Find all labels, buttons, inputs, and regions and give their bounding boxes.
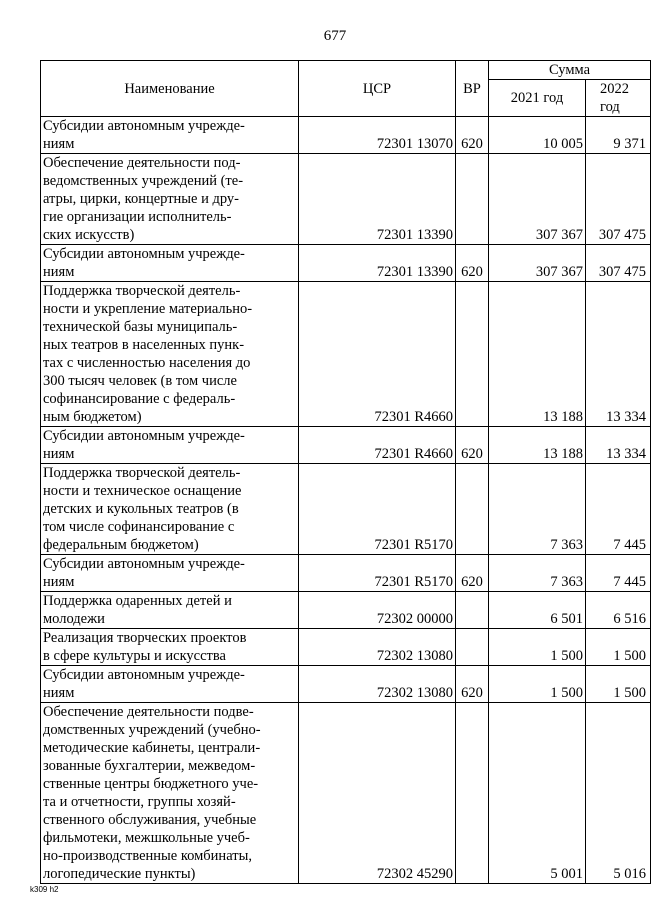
row-name: Обеспечение деятельности под- ведомственных учреждений (те- атры, цирки, концертные и дру- гие организации исполнитель- ских искусств) — [41, 154, 299, 245]
row-name: Обеспечение деятельности подве- домственных учреждений (учебно- методические кабинеты, централи- зованные бухгалтерии, межведом- ственные центры бюджетного уче- та и отчетности, группы хозяй- ственного обслуживания, учебные фильмотеки, межшкольные учеб- но-производственные комбинаты, логопедические пункты) — [41, 703, 299, 884]
row-value-2021: 13 188 — [489, 282, 586, 427]
row-value-2022: 13 334 — [586, 282, 651, 427]
table-header — [41, 61, 651, 117]
row-value-2022: 6 516 — [586, 592, 651, 629]
row-value-2021: 1 500 — [489, 666, 586, 703]
row-vr — [456, 629, 489, 666]
row-vr — [456, 464, 489, 555]
row-value-2022: 307 475 — [586, 245, 651, 282]
row-vr: 620 — [456, 555, 489, 592]
table-row — [41, 282, 651, 427]
row-csr: 72302 13080 — [299, 666, 456, 703]
row-name: Субсидии автономным учрежде- ниям — [41, 666, 299, 703]
row-csr: 72301 13390 — [299, 245, 456, 282]
table-row — [41, 555, 651, 592]
table-row — [41, 703, 651, 884]
table-row — [41, 117, 651, 154]
page-number: 677 — [323, 28, 347, 44]
table-row — [41, 592, 651, 629]
budget-table — [40, 60, 651, 884]
row-value-2021: 13 188 — [489, 427, 586, 464]
row-value-2022: 7 445 — [586, 464, 651, 555]
header-vr: ВР — [456, 61, 489, 117]
row-name: Поддержка творческой деятель- ности и техническое оснащение детских и кукольных театров (в том числе софинансирование с федеральным бюджетом) — [41, 464, 299, 555]
row-value-2021: 5 001 — [489, 703, 586, 884]
row-vr: 620 — [456, 666, 489, 703]
table-row — [41, 629, 651, 666]
row-value-2021: 7 363 — [489, 555, 586, 592]
row-csr: 72302 13080 — [299, 629, 456, 666]
row-value-2022: 5 016 — [586, 703, 651, 884]
row-vr — [456, 154, 489, 245]
row-name: Реализация творческих проектов в сфере культуры и искусства — [41, 629, 299, 666]
row-name: Поддержка творческой деятель- ности и укрепление материально- технической базы муниципаль- ных театров в населенных пунк- тах с численностью населения до 300 тысяч человек (в том числе софинансирование с федераль- ным бюджетом) — [41, 282, 299, 427]
row-name: Субсидии автономным учрежде- ниям — [41, 555, 299, 592]
row-value-2021: 307 367 — [489, 245, 586, 282]
row-name: Субсидии автономным учрежде- ниям — [41, 245, 299, 282]
row-value-2022: 1 500 — [586, 666, 651, 703]
row-csr: 72301 13390 — [299, 154, 456, 245]
header-sum: Сумма — [489, 61, 651, 80]
row-value-2022: 9 371 — [586, 117, 651, 154]
table-body — [41, 117, 651, 884]
table-row — [41, 464, 651, 555]
row-csr: 72301 R5170 — [299, 464, 456, 555]
header-csr: ЦСР — [299, 61, 456, 117]
row-csr: 72301 R4660 — [299, 427, 456, 464]
row-vr — [456, 592, 489, 629]
row-csr: 72301 13070 — [299, 117, 456, 154]
row-name: Субсидии автономным учрежде- ниям — [41, 117, 299, 154]
row-vr: 620 — [456, 427, 489, 464]
header-2022: 2022 год — [586, 80, 651, 117]
header-2021: 2021 год — [489, 80, 586, 117]
row-value-2021: 6 501 — [489, 592, 586, 629]
row-csr: 72301 R5170 — [299, 555, 456, 592]
row-vr — [456, 282, 489, 427]
row-value-2022: 13 334 — [586, 427, 651, 464]
row-value-2021: 10 005 — [489, 117, 586, 154]
footer-code: k309 h2 — [30, 885, 59, 894]
row-name: Субсидии автономным учрежде- ниям — [41, 427, 299, 464]
row-value-2021: 307 367 — [489, 154, 586, 245]
header-name: Наименование — [41, 61, 299, 117]
table-row — [41, 427, 651, 464]
table-row — [41, 245, 651, 282]
row-vr — [456, 703, 489, 884]
row-value-2022: 307 475 — [586, 154, 651, 245]
row-vr: 620 — [456, 117, 489, 154]
row-value-2022: 1 500 — [586, 629, 651, 666]
row-csr: 72301 R4660 — [299, 282, 456, 427]
row-csr: 72302 45290 — [299, 703, 456, 884]
row-csr: 72302 00000 — [299, 592, 456, 629]
table-row — [41, 666, 651, 703]
row-value-2021: 7 363 — [489, 464, 586, 555]
row-value-2022: 7 445 — [586, 555, 651, 592]
row-value-2021: 1 500 — [489, 629, 586, 666]
row-vr: 620 — [456, 245, 489, 282]
table-row — [41, 154, 651, 245]
row-name: Поддержка одаренных детей и молодежи — [41, 592, 299, 629]
